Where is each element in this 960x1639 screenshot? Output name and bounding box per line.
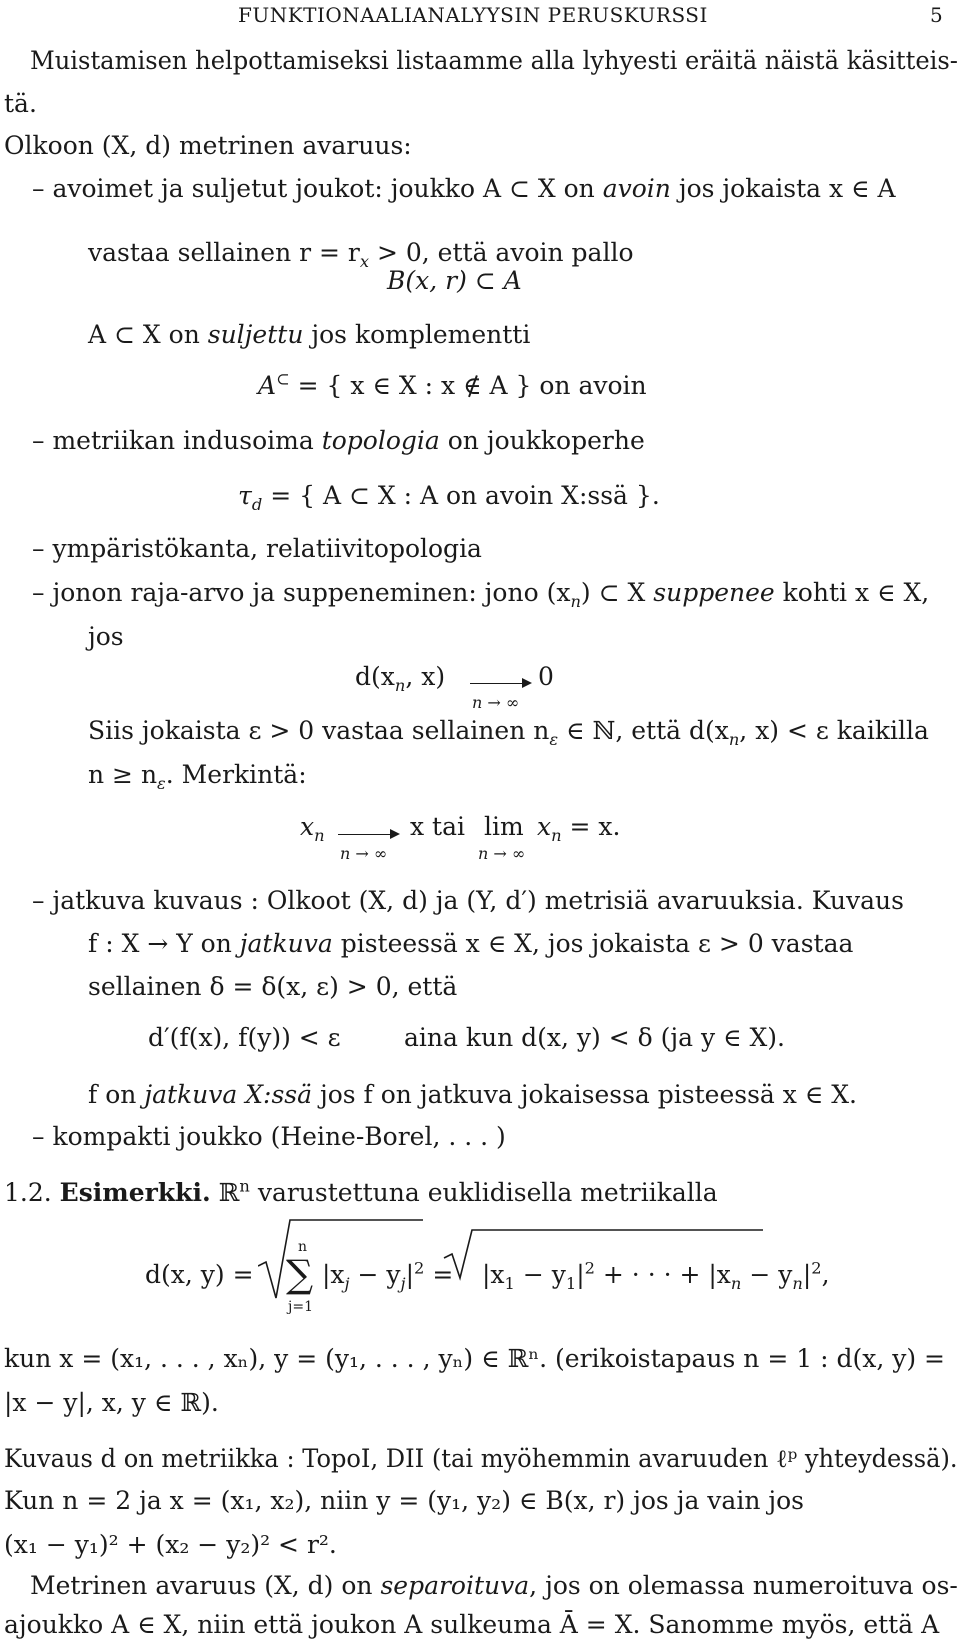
running-header: FUNKTIONAALIANALYYSIN PERUSKURSSI — [238, 3, 708, 27]
display-math: lim — [484, 812, 524, 841]
text-line: ajoukko A ∈ X, niin että joukon A sulkeuma Ā = X. Sanomme myös, että A — [4, 1610, 940, 1639]
text-line: f on jatkuva X:ssä jos f on jatkuva jokaisessa pisteessä x ∈ X. — [88, 1080, 857, 1109]
text-line: Kuvaus d on metriikka : TopoI, DII (tai myöhemmin avaruuden ℓᵖ yhteydessä). — [4, 1444, 958, 1473]
list-item: – avoimet ja suljetut joukot: joukko A ⊂ X on avoin jos jokaista x ∈ A — [32, 174, 896, 203]
display-math: $\tau_d$ = { A ⊂ X : A on avoin X:ssä }. — [238, 481, 660, 514]
text-line: kun x = (x₁, . . . , xₙ), y = (y₁, . . . , yₙ) ∈ ℝⁿ. (erikoistapaus n = 1 : d(x, y) = — [4, 1344, 945, 1373]
list-item: – jonon raja-arvo ja suppeneminen: jono $(x_n)$ ⊂ X suppenee kohti x ∈ X, — [32, 578, 930, 611]
limit-subscript: n → ∞ — [478, 844, 526, 863]
display-math: $x_n = x$. — [537, 812, 621, 845]
list-item: – metriikan indusoima topologia on joukkoperhe — [32, 426, 645, 455]
text-line: $n \ge n_\varepsilon$. Merkintä: — [88, 760, 307, 793]
display-math: d′(f(x), f(y)) < ε — [148, 1023, 341, 1052]
display-math: $|x_j - y_j|^2$ = — [322, 1258, 454, 1293]
sum-sign: ∑ — [286, 1252, 314, 1296]
list-item: – ympäristökanta, relatiivitopologia — [32, 534, 482, 563]
text-line: sellainen δ = δ(x, ε) > 0, että — [88, 972, 458, 1001]
display-math: x tai — [410, 812, 465, 841]
list-item: – jatkuva kuvaus : Olkoot (X, d) ja (Y, d′) metrisiä avaruuksia. Kuvaus — [32, 886, 904, 915]
limit-arrow — [338, 834, 398, 835]
page-number: 5 — [930, 3, 944, 27]
text-line: Muistamisen helpottamiseksi listaamme alla lyhyesti eräitä näistä käsitteis- — [30, 46, 958, 75]
text-line: Olkoon (X, d) metrinen avaruus: — [4, 131, 412, 160]
text-line: jos — [88, 622, 124, 651]
text-line: (x₁ − y₁)² + (x₂ − y₂)² < r². — [4, 1530, 337, 1559]
display-math: $x_n$ — [300, 812, 325, 845]
display-math: $|x_1 - y_1|^2$ + · · · + $|x_n - y_n|^2$, — [482, 1258, 830, 1293]
limit-subscript: n → ∞ — [340, 844, 388, 863]
list-item: – kompakti joukko (Heine-Borel, . . . ) — [32, 1122, 506, 1151]
display-math: aina kun d(x, y) < δ (ja y ∈ X). — [404, 1023, 785, 1052]
text-line: Metrinen avaruus (X, d) on separoituva, jos on olemassa numeroituva os- — [30, 1571, 958, 1600]
text-line: A ⊂ X on suljettu jos komplementti — [88, 320, 531, 349]
text-line: Siis jokaista ε > 0 vastaa sellainen $n_\varepsilon$ ∈ ℕ, että $d(x_n$, x) < ε kaikilla — [88, 716, 929, 749]
text-line: tä. — [4, 89, 37, 118]
text-line: |x − y|, x, y ∈ ℝ). — [4, 1388, 219, 1417]
display-math: $d(x_n$, x) — [355, 662, 446, 695]
display-math: A⊂ = { x ∈ X : x ∉ A } on avoin — [258, 369, 647, 400]
sum-bottom: j=1 — [288, 1299, 313, 1315]
limit-subscript: n → ∞ — [472, 693, 520, 712]
display-math: 0 — [538, 662, 554, 691]
text-line: vastaa sellainen $r = r_x > 0$, että avoin pallo — [88, 238, 634, 271]
display-math: d(x, y) = — [145, 1260, 254, 1289]
text-line: f : X → Y on jatkuva pisteessä x ∈ X, jos jokaista ε > 0 vastaa — [88, 929, 854, 958]
example-heading: 1.2. Esimerkki. ℝ$^n$ varustettuna euklidisella metriikalla — [4, 1176, 718, 1207]
limit-arrow — [470, 683, 530, 684]
sum-top: n — [298, 1239, 308, 1255]
text-line: Kun n = 2 ja x = (x₁, x₂), niin y = (y₁, y₂) ∈ B(x, r) jos ja vain jos — [4, 1486, 804, 1515]
display-math: B(x, r) ⊂ A — [387, 266, 522, 295]
